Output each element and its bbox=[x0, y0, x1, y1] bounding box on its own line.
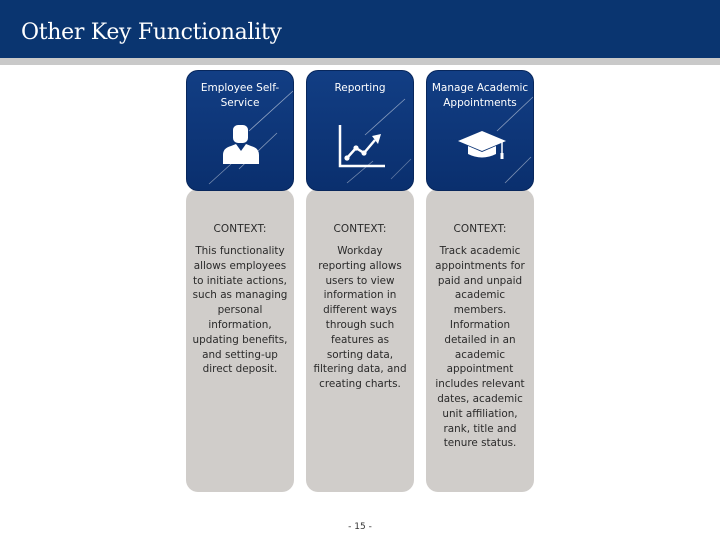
card-description: Workday reporting allows users to view information in different ways through such features as sorting data, filtering data, and creating charts. bbox=[313, 245, 407, 391]
chart-icon bbox=[337, 123, 387, 169]
person-icon bbox=[223, 124, 259, 164]
card-manage-academic-appointments bbox=[426, 189, 534, 492]
context-label: CONTEXT: bbox=[333, 223, 387, 235]
graduation-cap-icon bbox=[457, 129, 507, 161]
card-title: Reporting bbox=[334, 82, 386, 94]
card-header-manage-academic-appointments bbox=[426, 70, 534, 191]
card-header-reporting bbox=[306, 70, 414, 191]
card-reporting bbox=[306, 189, 414, 492]
context-label: CONTEXT: bbox=[213, 223, 267, 235]
card-title: Employee Self-Service bbox=[200, 82, 280, 109]
card-description: Track academic appointments for paid and unpaid academic members. Information detailed in an academic appointment includes relevant dates, academic unit affiliation, rank, title and tenure status. bbox=[435, 245, 525, 450]
card-header-employee-self-service bbox=[186, 70, 294, 191]
page-number: - 15 - bbox=[348, 522, 372, 532]
slide-title: Other Key Functionality bbox=[21, 20, 282, 45]
card-description: This functionality allows employees to initiate actions, such as managing personal information, updating benefits, and setting-up direct deposit. bbox=[192, 245, 288, 376]
title-divider bbox=[0, 58, 720, 65]
card-title: Manage Academic Appointments bbox=[431, 82, 529, 109]
card-employee-self-service bbox=[186, 189, 294, 492]
context-label: CONTEXT: bbox=[453, 223, 507, 235]
